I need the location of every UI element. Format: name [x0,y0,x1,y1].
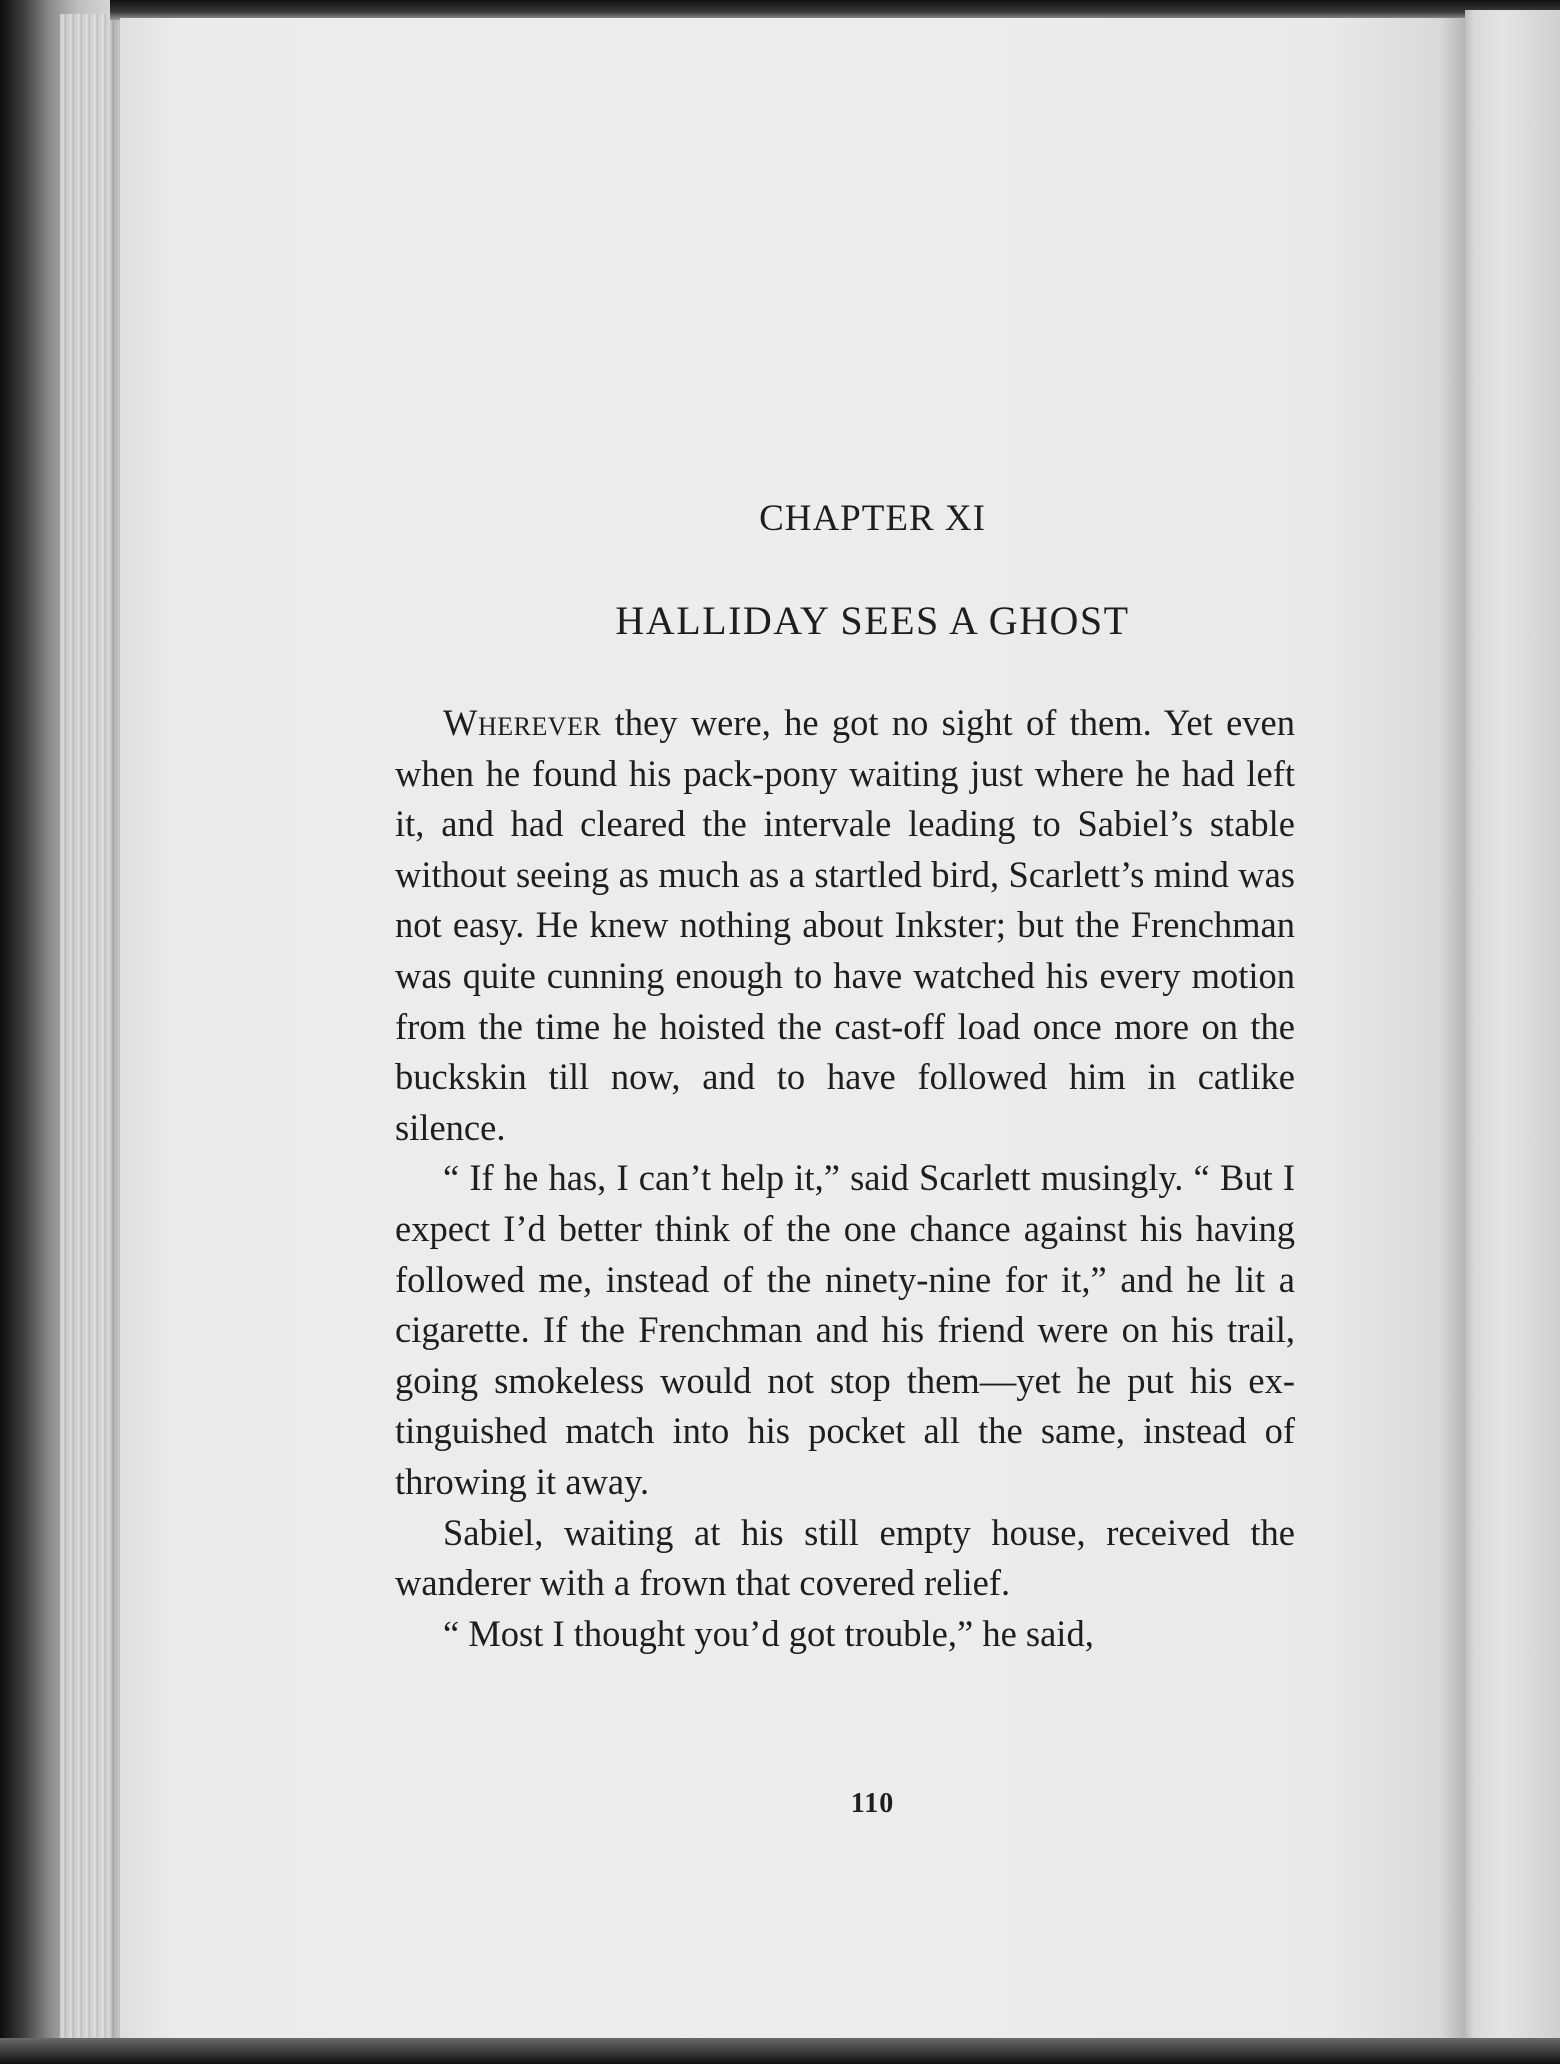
body-text [395,698,1295,1659]
paragraph-2: “ If he has, I can’t help it,” said Scarlett musingly. “ But I expect I’d better think of the one chance against his having followed me, instead of the ninety-nine for it,” and he lit a cigarette. If the Frenchman and his friend were on his trail, going smokeless would not stop them—yet he put his extinguished match into his pocket all the same, instead of throwing it away. [395,1157,1295,1502]
bottom-edge [0,2038,1560,2064]
top-edge [110,0,1560,20]
paragraph-1 [395,698,1295,1153]
paragraph-4: “ Most I thought you’d got trouble,” he said, [443,1612,1094,1654]
chapter-heading: CHAPTER XI [759,498,986,539]
lead-word: Wherever [443,702,602,743]
facing-page-edge [1465,10,1560,2064]
page-number: 110 [850,1788,895,1819]
chapter-title: HALLIDAY SEES A GHOST [615,598,1130,643]
paragraph-1-text: they were, he got no sight of them. Yet even when he found his pack-pony waiting just where he had left it, and had cleared the intervale leading to Sabiel’s stable without seeing as much as a startled bird, Scarlett’s mind was not easy. He knew nothing about Inkster; but the Frenchman was quite cunning enough to have watched his every motion from the time he hoisted the cast-off load once more on the buckskin till now, and to have followed him in catlike silence. [395,702,1295,1148]
paragraph-3: Sabiel, waiting at his still empty house, received the wanderer with a frown that covered relief. [395,1511,1295,1604]
